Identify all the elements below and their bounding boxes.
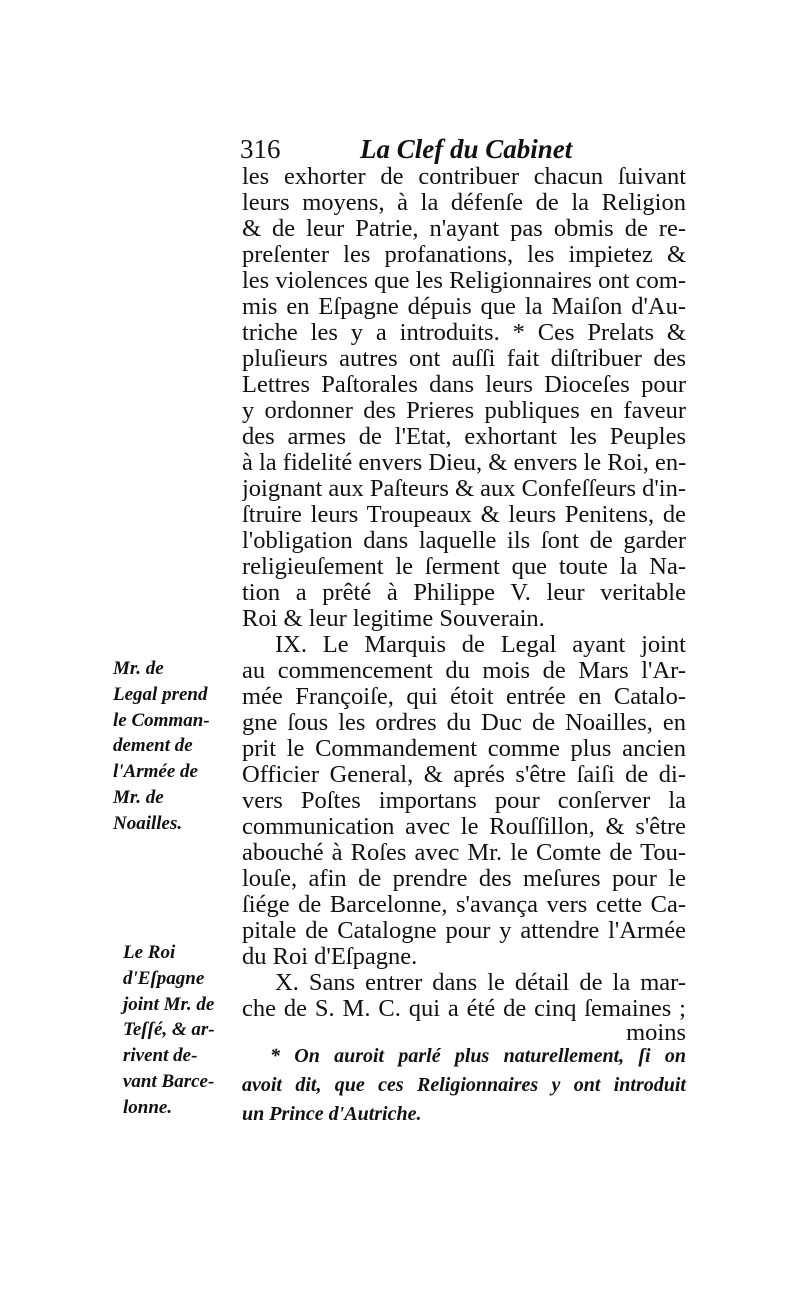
body-line: y ordonner des Prieres publiques en faveur bbox=[242, 398, 686, 424]
paragraph-ix-start: IX. Le Marquis de Legal ayant joint bbox=[275, 632, 686, 658]
body-line: communication avec le Rouſſillon, & s'être bbox=[242, 814, 686, 840]
margin-note-roi bbox=[123, 940, 247, 1121]
body-line: à la fidelité envers Dieu, & envers le Roi, en- bbox=[242, 450, 686, 476]
margin-note-line: Noailles. bbox=[113, 812, 183, 834]
margin-note-line: l'Armée de bbox=[113, 761, 198, 783]
body-line: ſiége de Barcelonne, s'avança vers cette Ca- bbox=[242, 892, 686, 918]
body-line: religieuſement le ſerment que toute la Na- bbox=[242, 554, 686, 580]
body-line: Officier General, & aprés s'être ſaiſi de di- bbox=[242, 762, 686, 788]
body-line: louſe, afin de prendre des meſures pour le bbox=[242, 866, 686, 892]
body-line: du Roi d'Eſpagne. bbox=[242, 944, 418, 970]
body-line: che de S. M. C. qui a été de cinq ſemaines ; bbox=[242, 996, 686, 1022]
body-line: pluſieurs autres ont auſſi fait diſtribuer des bbox=[242, 346, 686, 372]
margin-note-line: joint Mr. de bbox=[123, 993, 215, 1015]
footnote-line: * On auroit parlé plus naturellement, ſi on bbox=[270, 1045, 686, 1067]
body-line: les violences que les Religionnaires ont com- bbox=[242, 268, 686, 294]
body-line: les exhorter de contribuer chacun ſuivant bbox=[242, 164, 686, 190]
footnote bbox=[242, 1042, 686, 1129]
body-line: des armes de l'Etat, exhortant les Peuples bbox=[242, 424, 686, 450]
body-line: pitale de Catalogne pour y attendre l'Armée bbox=[242, 918, 686, 944]
body-line: gne ſous les ordres du Duc de Noailles, en bbox=[242, 710, 686, 736]
margin-note-line: Mr. de bbox=[113, 786, 164, 808]
body-line: tion a prêté à Philippe V. leur veritable bbox=[242, 580, 686, 606]
paragraph-x-start: X. Sans entrer dans le détail de la mar- bbox=[275, 970, 686, 996]
body-line: abouché à Roſes avec Mr. le Comte de Tou- bbox=[242, 840, 686, 866]
body-line: vers Poſtes importans pour conſerver la bbox=[242, 788, 686, 814]
margin-note-line: lonne. bbox=[123, 1096, 173, 1118]
page-number: 316 bbox=[240, 134, 281, 164]
margin-note-line: rivent de- bbox=[123, 1045, 198, 1067]
body-line: Lettres Paſtorales dans leurs Dioceſes pour bbox=[242, 372, 686, 398]
margin-note-line: Mr. de bbox=[113, 658, 164, 679]
body-line: prit le Commandement comme plus ancien bbox=[242, 736, 686, 762]
body-line: mis en Eſpagne dépuis que la Maiſon d'Au- bbox=[242, 294, 686, 320]
margin-note-line: Le Roi bbox=[123, 942, 176, 963]
body-line: joignant aux Paſteurs & aux Confeſſeurs d'in- bbox=[242, 476, 686, 502]
body-line: & de leur Patrie, n'ayant pas obmis de re- bbox=[242, 216, 686, 242]
body-line: leurs moyens, à la défenſe de la Religion bbox=[242, 190, 686, 216]
body-line: l'obligation dans laquelle ils ſont de garder bbox=[242, 528, 686, 554]
catchword: moins bbox=[626, 1020, 686, 1046]
body-line: preſenter les profanations, les impietez & bbox=[242, 242, 686, 268]
margin-note-line: le Comman- bbox=[113, 709, 210, 731]
body-line: mée Françoiſe, qui étoit entrée en Catalo- bbox=[242, 684, 686, 710]
footnote-line: un Prince d'Autriche. bbox=[242, 1103, 422, 1125]
margin-note-line: Teſſé, & ar- bbox=[123, 1019, 215, 1041]
running-title: La Clef du Cabinet bbox=[360, 134, 573, 164]
margin-note-legal bbox=[113, 656, 237, 837]
margin-note-line: vant Barce- bbox=[123, 1070, 215, 1092]
body-line: au commencement du mois de Mars l'Ar- bbox=[242, 658, 686, 684]
page-header bbox=[240, 134, 690, 166]
footnote-line: avoit dit, que ces Religionnaires y ont introduit bbox=[242, 1074, 686, 1096]
margin-note-line: d'Eſpagne bbox=[123, 967, 205, 989]
body-line: ſtruire leurs Troupeaux & leurs Penitens, de bbox=[242, 502, 686, 528]
body-line: triche les y a introduits. * Ces Prelats & bbox=[242, 320, 686, 346]
body-line: Roi & leur legitime Souverain. bbox=[242, 606, 545, 632]
margin-note-line: Legal prend bbox=[113, 683, 208, 705]
margin-note-line: dement de bbox=[113, 735, 193, 757]
